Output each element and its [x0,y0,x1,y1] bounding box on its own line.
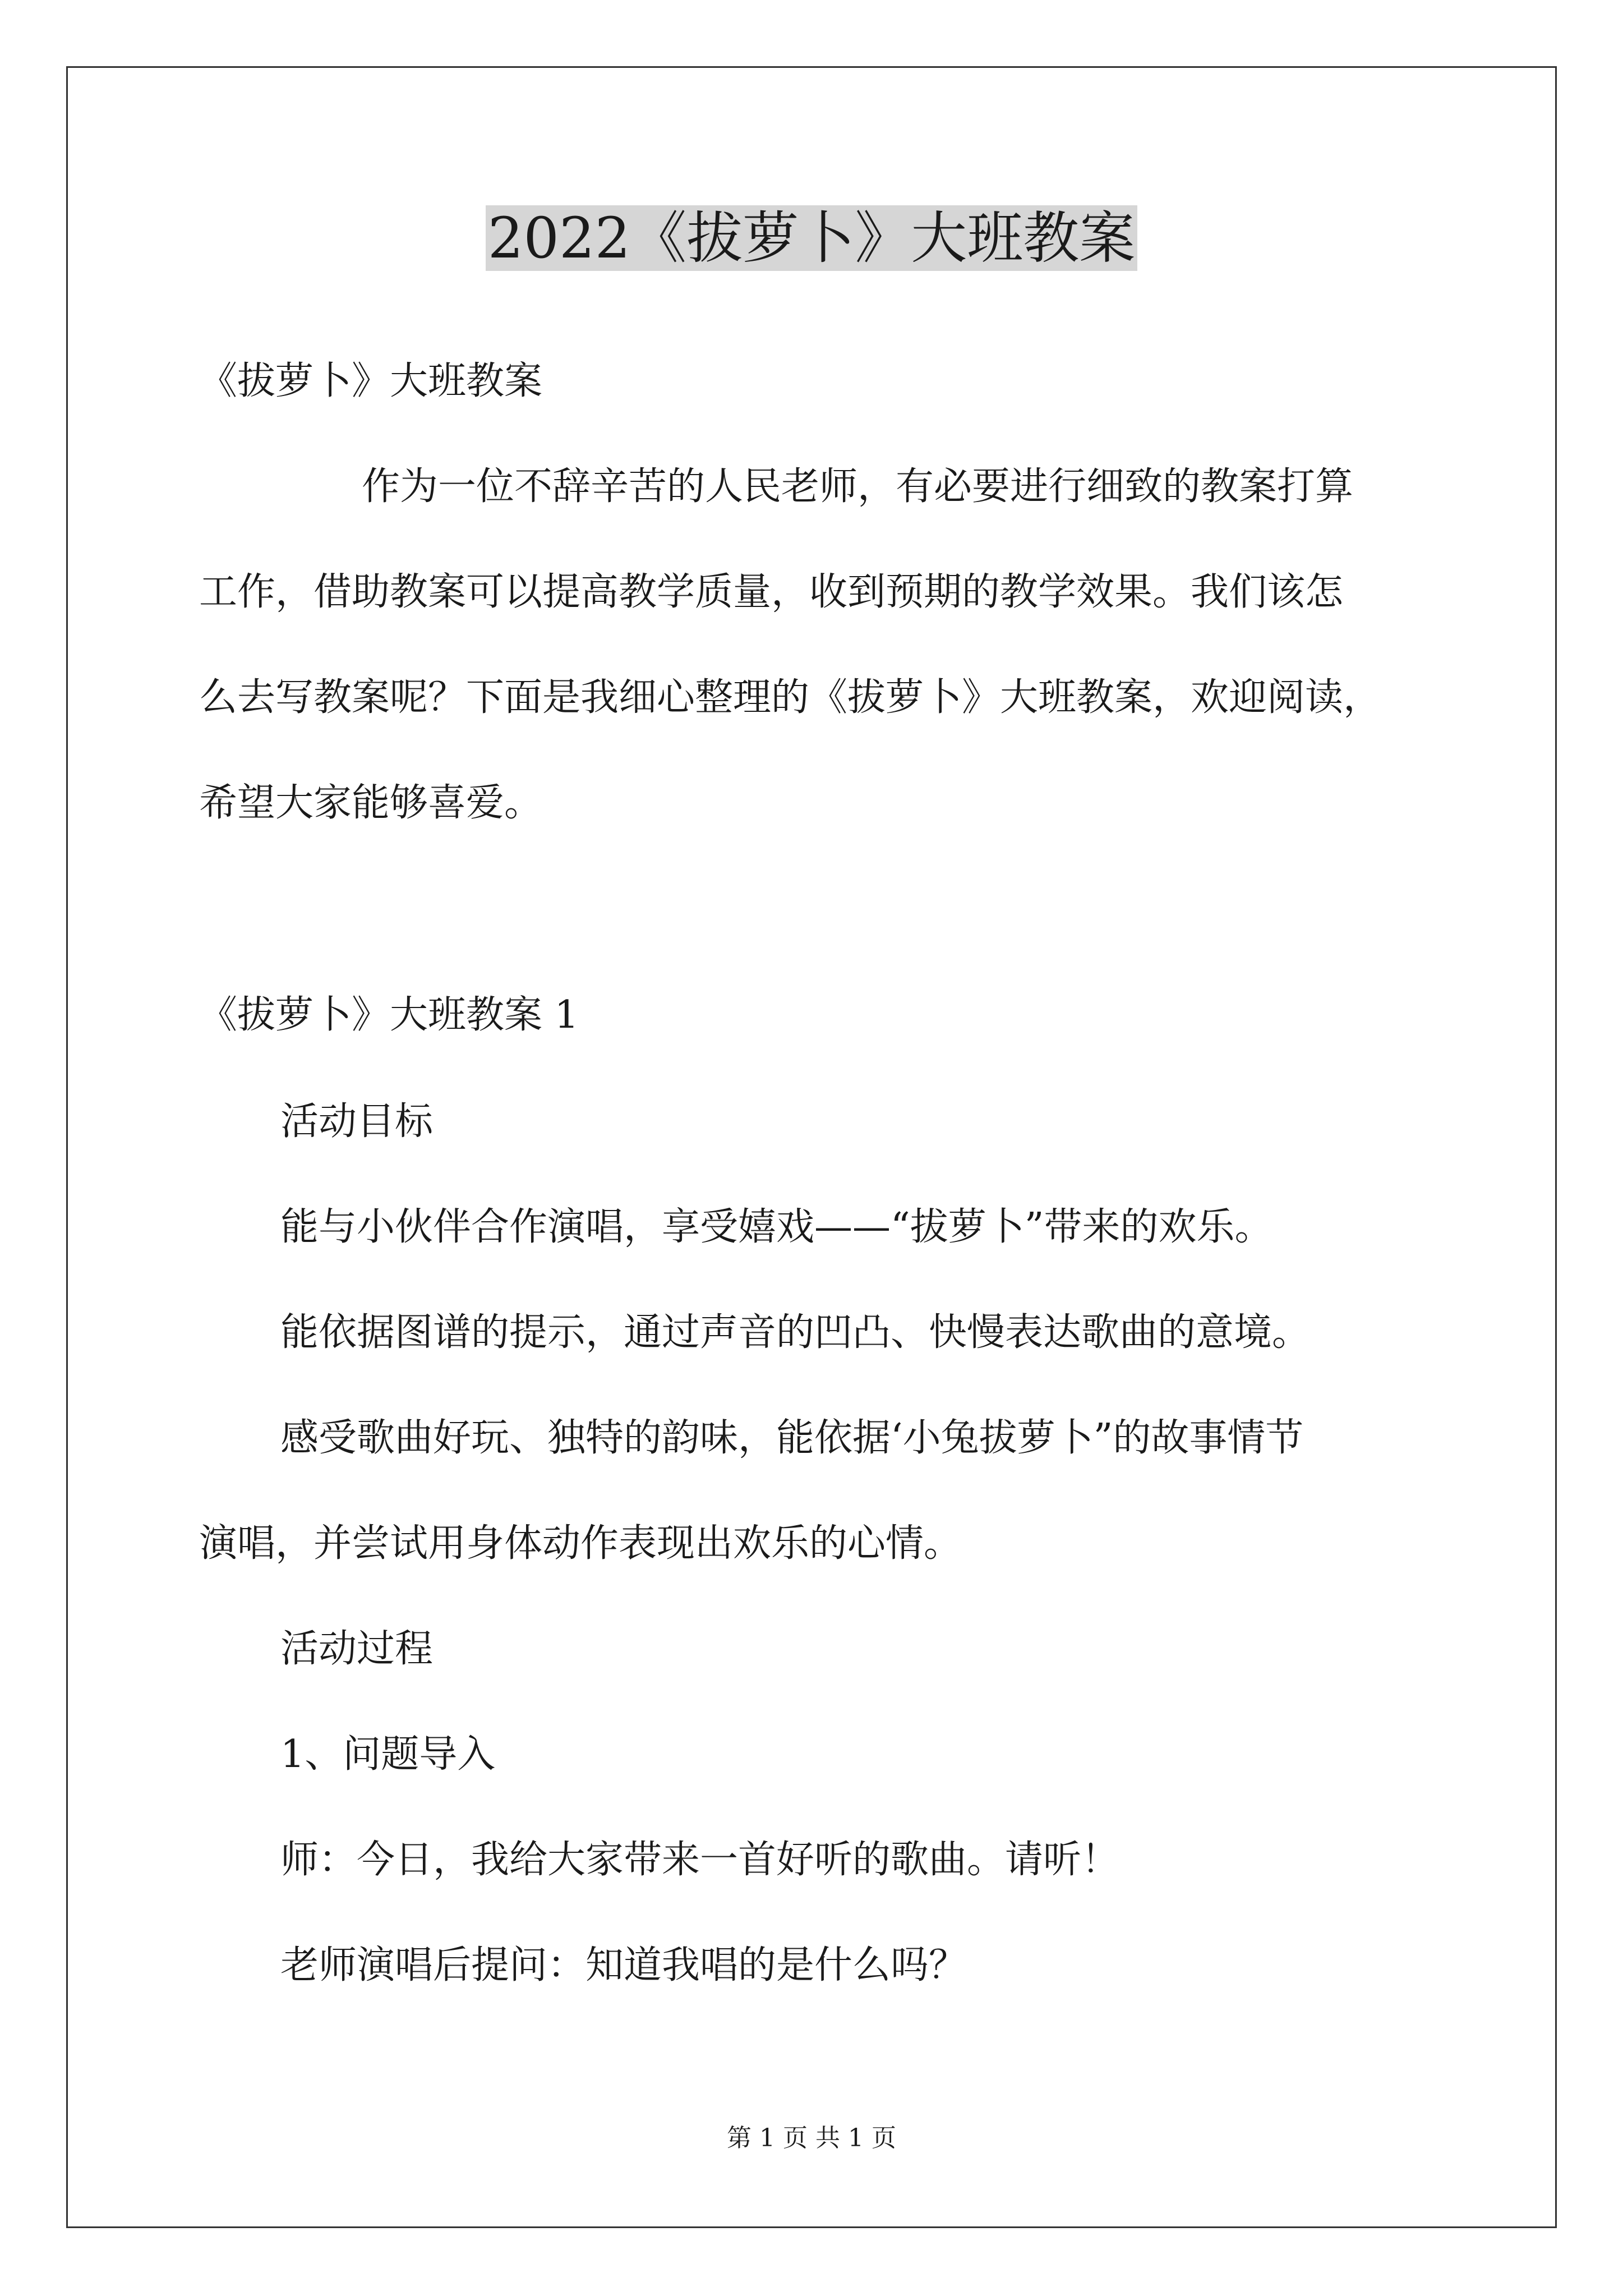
subheading-process: 活动过程 [280,1627,434,1671]
paragraph-line: 老师演唱后提问：知道我唱的是什么吗？ [280,1943,967,1987]
page-footer: 第 1 页 共 1 页 [727,2124,896,2152]
list-item: 1、问题导入 [280,1732,496,1777]
paragraph-line: 希望大家能够喜爱。 [199,781,543,825]
paragraph-line: 作为一位不辞辛苦的人民老师，有必要进行细致的教案打算 [362,464,1354,509]
document-title-text: 2022《拔萝卜》大班教案 [486,205,1138,271]
section-heading-1: 《拔萝卜》大班教案 1 [199,993,579,1037]
subheading-goals: 活动目标 [280,1099,434,1144]
paragraph-line: 工作，借助教案可以提高教学质量，收到预期的教学效果。我们该怎 [199,570,1344,614]
paragraph-line: 师：今日，我给大家带来一首好听的歌曲。请听！ [280,1838,1120,1882]
paragraph-line: 能依据图谱的提示，通过声音的凹凸、快慢表达歌曲的意境。 [280,1310,1311,1355]
section-heading-intro: 《拔萝卜》大班教案 [199,359,543,403]
paragraph-line: 么去写教案呢？下面是我细心整理的《拔萝卜》大班教案，欢迎阅读， [199,675,1382,720]
paragraph-line: 能与小伙伴合作演唱，享受嬉戏——“拔萝卜”带来的欢乐。 [280,1205,1273,1249]
paragraph-line: 演唱，并尝试用身体动作表现出欢乐的心情。 [199,1521,962,1566]
paragraph-line: 感受歌曲好玩、独特的韵味，能依据‘小兔拔萝卜”的故事情节 [280,1416,1304,1460]
document-title [0,199,1623,278]
